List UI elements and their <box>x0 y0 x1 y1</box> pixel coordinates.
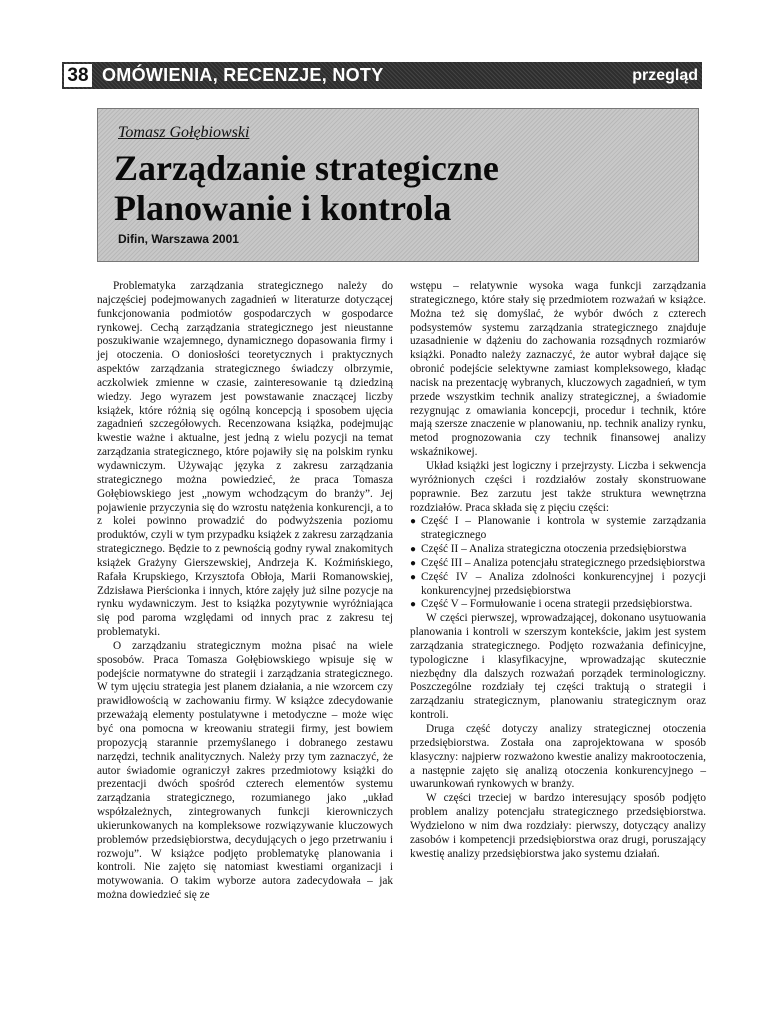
paragraph: Układ książki jest logiczny i przejrzysty. Liczba i sekwencja wyróżnionych części i rozdziałów zostały skonstruowane poprawnie. Bez zarzutu jest także struktura wewnętrzna rozdziałów. Praca składa się z pięciu części: <box>410 459 706 514</box>
paragraph: Problematyka zarządzania strategicznego należy do najczęściej podejmowanych zagadnień w literaturze dotyczącej funkcjonowania podmiotów gospodarczych w gospodarce rynkowej. Cechą zarządzania strategicznego jest nieustanne poszukiwanie wzajemnego, dynamicznego dopasowania firmy i jej otoczenia. O doniosłości teoretycznych i praktycznych aspektów zarządzania strategicznego świadczy olbrzymie, aczkolwiek zmienne w czasie, zainteresowanie tą dziedziną wiedzy. Jego wyrazem jest powstawanie znaczącej liczby książek, które różnią się ogólną koncepcją i sposobem ujęcia zagadnień szczegółowych. Recenzowana książka, podejmując kwestie ważne i aktualne, jest jedną z wielu pozycji na temat zarządzania strategicznego, które pojawiły się na polskim rynku wydawniczym. Używając języka z zakresu zarządzania strategicznego można powiedzieć, że praca Tomasza Gołębiowskiego jest „nowym wchodzącym do branży”. Jej pojawienie przyczynia się do wzrostu natężenia konkurencji, a to z kolei powinno prowadzić do podwyższenia poziomu produktów, czyli w tym przypadku książek z zakresu zarządzania strategicznego. Będzie to z pewnością godny rywal znakomitych książek Grażyny Gierszewskiej, Andrzeja K. Koźmińskiego, Rafała Krupskiego, Krzysztofa Obłoja, Marii Romanowskiej, Zdzisława Pierścionka i innych, które zajęły już silne pozycje na rynku wydawniczym. Jest to książka pozytywnie wyróżniająca się pod paroma względami od innych prac z zakresu tej problematyki. <box>97 280 393 639</box>
bullet-icon: ● <box>410 557 417 569</box>
list-item: ● Część IV – Analiza zdolności konkurencyjnej i pozycji konkurencyjnej przedsiębiorstwa <box>410 570 706 597</box>
book-author: Tomasz Gołębiowski <box>118 124 250 141</box>
paragraph: W części trzeciej w bardzo interesujący sposób podjęto problem analizy potencjału strategicznego przedsiębiorstwa. Wydzielono w nim dwa rozdziały: pierwszy, dotyczący analizy zasobów i kompetencji przedsiębiorstwa oraz drugi, poruszający kwestię analizy przedsiębiorstwa jako systemu działań. <box>410 792 706 860</box>
book-title-line-1: Zarządzanie strategiczne <box>114 148 499 188</box>
book-title <box>114 148 499 228</box>
bullet-icon: ● <box>410 544 417 556</box>
book-publisher: Difin, Warszawa 2001 <box>118 232 239 246</box>
bullet-icon: ● <box>410 599 417 611</box>
book-title-line-2: Planowanie i kontrola <box>114 188 452 228</box>
list-item: ● Część V – Formułowanie i ocena strategii przedsiębiorstwa. <box>410 598 693 611</box>
review-right-column <box>410 280 706 861</box>
paragraph: W części pierwszej, wprowadzającej, dokonano usytuowania planowania i kontroli w szerszym kontekście, jakim jest system zarządzania strategicznego. Podjęto rozważania definicyjne, typologiczne i klasyfikacyjne, wprowadzając skutecznie niezbędny dla dalszych rozważań porządek terminologiczny. Poszczególne rozdziały tej części traktują o strategii i zarządzaniu strategicznym, planowaniu strategicznym oraz kontroli. <box>410 612 706 722</box>
paragraph: Druga część dotyczy analizy strategicznej otoczenia przedsiębiorstwa. Została ona zaprojektowana w sposób klasyczny: najpierw rozważono kwestie analizy makrootoczenia, a następnie zajęto się analizą otoczenia konkurencyjnego – uwarunkowań rynkowych w branży. <box>410 723 706 791</box>
bullet-icon: ● <box>410 516 417 528</box>
review-left-column <box>97 280 393 903</box>
paragraph: O zarządzaniu strategicznym można pisać na wiele sposobów. Praca Tomasza Gołębiowskiego wpisuje się w podejście normatywne do strategii i zarządzania strategicznego. W tym ujęciu strategia jest planem działania, a nie wzorcem czy prawidłowością w zachowaniu firmy. W książce zdecydowanie przeważają elementy postulatywne i metodyczne – może więc być ona pomocna w kreowaniu strategii firmy, jest bowiem propozycją starannie przemyślanego i dobranego zestawu narzędzi, technik analitycznych. Należy przy tym zaznaczyć, że autor świadomie ograniczył zakres przedmiotowy książki do prezentacji dwóch spośród czterech elementów systemu zarządzania strategicznego, rozumianego jako „układ współzależnych, zintegrowanych funkcji kierowniczych ukierunkowanych na kompleksowe rozwiązywanie kluczowych problemów przedsiębiorstwa, decydujących o jego przetrwaniu i rozwoju”. W książce podjęto problematykę planowania i kontroli. Nie zajęto się natomiast kwestiami organizacji i motywowania. O takim wyborze autora zadecydowała – jak można dowiedzieć się ze <box>97 639 393 902</box>
section-title: OMÓWIENIA, RECENZJE, NOTY <box>102 65 384 85</box>
list-item: ● Część I – Planowanie i kontrola w systemie zarządzania strategicznego <box>410 515 706 542</box>
paragraph: wstępu – relatywnie wysoka waga funkcji zarządzania strategicznego, które stały się przedmiotem rozważań w książce. Można też się domyślać, że wybór dwóch z czterech podsystemów systemu zarządzania strategicznego znajduje uzasadnienie w dążeniu do zachowania rozsądnych rozmiarów książki. Ponadto należy zaznaczyć, że autor wybrał dające się obronić podejście selektywne zamiast kompleksowego, kładąc nacisk na prezentację wybranych, kluczowych zagadnień, w tym przede wszystkim technik analizy strategicznej, a świadomie rezygnując z omawiania koncepcji, procedur i technik, które mają szersze znaczenie w planowaniu, np. technik analizy rynku, metod prognozowania czy technik finansowej analizy wskaźnikowej. <box>410 280 706 459</box>
bullet-icon: ● <box>410 571 417 583</box>
book-parts-list <box>410 515 706 612</box>
list-item: ● Część III – Analiza potencjału strategicznego przedsiębiorstwa <box>410 556 706 569</box>
magazine-name: przegląd <box>632 67 698 84</box>
page-number: 38 <box>64 64 92 87</box>
list-item: ● Część II – Analiza strategiczna otoczenia przedsiębiorstwa <box>410 543 687 556</box>
